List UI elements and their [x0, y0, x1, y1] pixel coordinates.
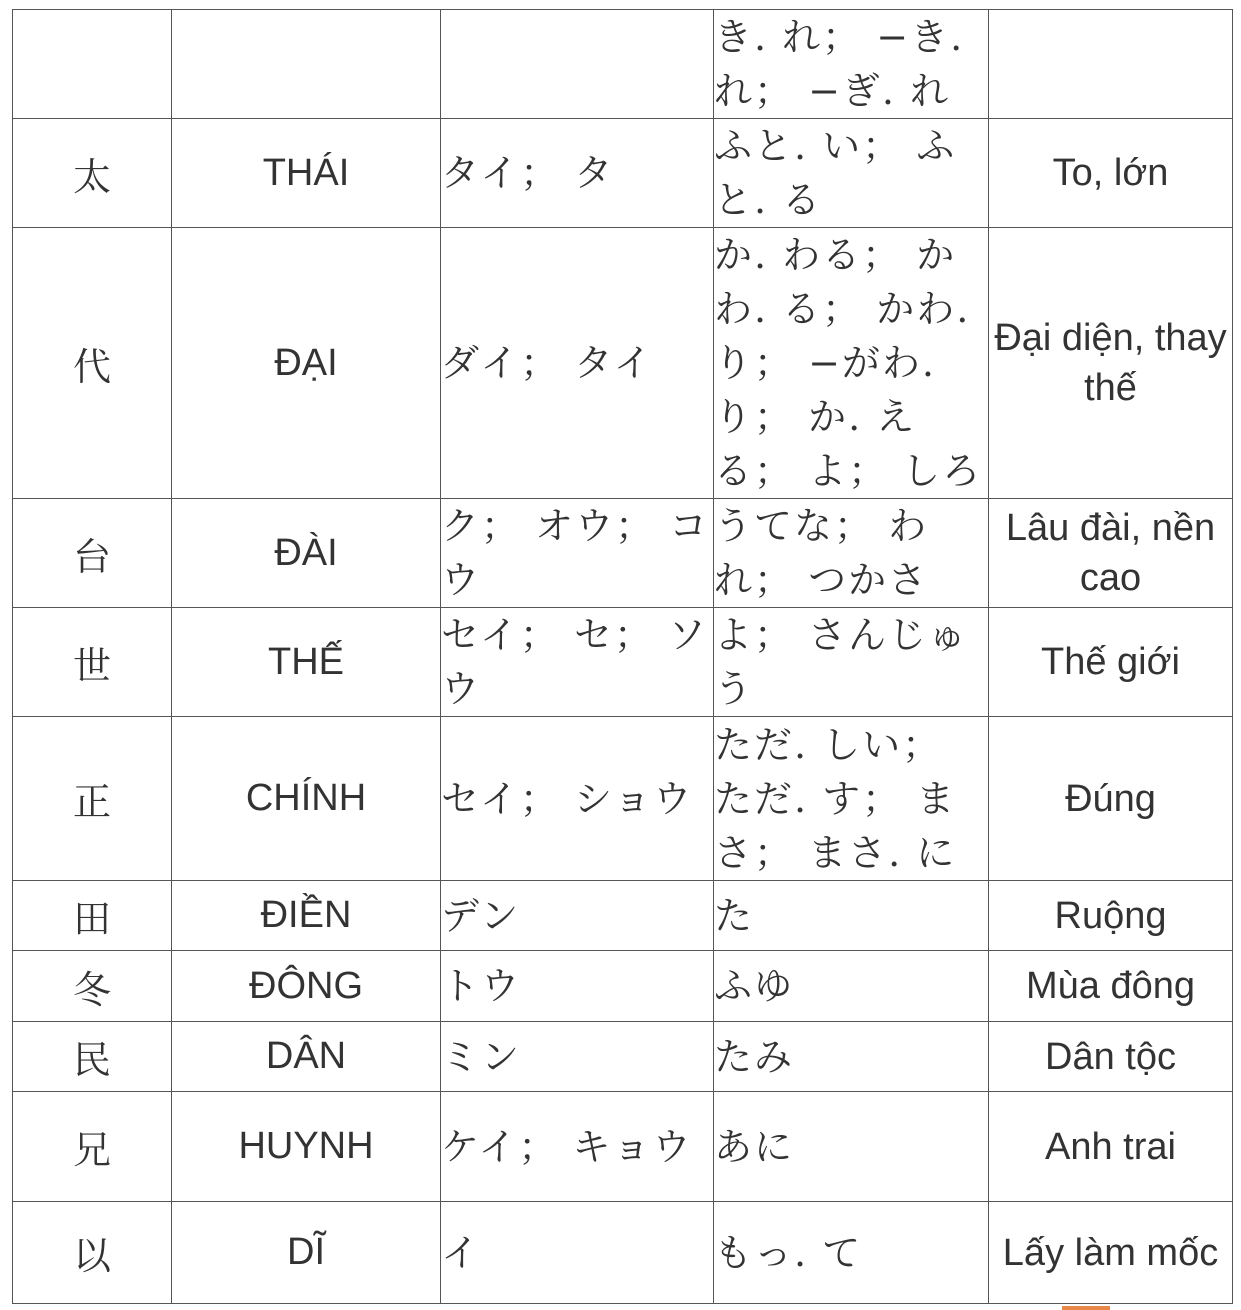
meaning-cell: Ruộng: [989, 881, 1233, 951]
table-row: [13, 1202, 1233, 1304]
hanviet-cell: ĐIỀN: [172, 881, 441, 951]
kanji-cell: 兄: [13, 1092, 172, 1202]
kanji-cell: 台: [13, 499, 172, 608]
meaning-cell: [989, 10, 1233, 119]
kanji-cell: 代: [13, 228, 172, 499]
onyomi-cell: セイ； セ； ソウ: [441, 608, 714, 717]
onyomi-cell: セイ； ショウ: [441, 717, 714, 881]
hanviet-cell: ĐẠI: [172, 228, 441, 499]
onyomi-cell: イ: [441, 1202, 714, 1304]
kunyomi-cell: か. わる； かわ. る； かわ. り； −がわ. り； か. える； よ； しろ: [714, 228, 989, 499]
meaning-cell: Mùa đông: [989, 951, 1233, 1022]
kunyomi-cell: ただ. しい； ただ. す； まさ； まさ. に: [714, 717, 989, 881]
hanviet-cell: ĐÔNG: [172, 951, 441, 1022]
kanji-table: [12, 9, 1233, 1304]
kunyomi-cell: もっ. て: [714, 1202, 989, 1304]
onyomi-cell: ダイ； タイ: [441, 228, 714, 499]
hanviet-cell: HUYNH: [172, 1092, 441, 1202]
kanji-cell: 太: [13, 119, 172, 228]
hanviet-cell: DÂN: [172, 1022, 441, 1092]
kanji-cell: 以: [13, 1202, 172, 1304]
onyomi-cell: ケイ； キョウ: [441, 1092, 714, 1202]
meaning-cell: Lấy làm mốc: [989, 1202, 1233, 1304]
table-row: [13, 228, 1233, 499]
onyomi-cell: [441, 10, 714, 119]
meaning-cell: Đúng: [989, 717, 1233, 881]
table-row: [13, 1022, 1233, 1092]
kanji-cell: 正: [13, 717, 172, 881]
hanviet-cell: THÁI: [172, 119, 441, 228]
meaning-cell: To, lớn: [989, 119, 1233, 228]
table-row: [13, 1092, 1233, 1202]
kunyomi-cell: よ； さんじゅう: [714, 608, 989, 717]
onyomi-cell: ク； オウ； コウ: [441, 499, 714, 608]
table-row: [13, 881, 1233, 951]
kunyomi-cell: た: [714, 881, 989, 951]
kunyomi-cell: ふと. い； ふと. る: [714, 119, 989, 228]
kanji-cell: 民: [13, 1022, 172, 1092]
orange-accent-mark: [1062, 1306, 1110, 1310]
table-row: [13, 951, 1233, 1022]
meaning-cell: Đại diện, thay thế: [989, 228, 1233, 499]
meaning-cell: Anh trai: [989, 1092, 1233, 1202]
meaning-cell: Dân tộc: [989, 1022, 1233, 1092]
kunyomi-cell: き. れ； −き. れ； −ぎ. れ: [714, 10, 989, 119]
meaning-cell: Lâu đài, nền cao: [989, 499, 1233, 608]
onyomi-cell: タイ； タ: [441, 119, 714, 228]
kanji-cell: 田: [13, 881, 172, 951]
hanviet-cell: CHÍNH: [172, 717, 441, 881]
hanviet-cell: ĐÀI: [172, 499, 441, 608]
kunyomi-cell: あに: [714, 1092, 989, 1202]
table-row: [13, 717, 1233, 881]
kanji-cell: 冬: [13, 951, 172, 1022]
kunyomi-cell: たみ: [714, 1022, 989, 1092]
meaning-cell: Thế giới: [989, 608, 1233, 717]
kunyomi-cell: ふゆ: [714, 951, 989, 1022]
hanviet-cell: DĨ: [172, 1202, 441, 1304]
table-row: [13, 608, 1233, 717]
onyomi-cell: トウ: [441, 951, 714, 1022]
kanji-cell: [13, 10, 172, 119]
hanviet-cell: [172, 10, 441, 119]
table-row: [13, 10, 1233, 119]
onyomi-cell: ミン: [441, 1022, 714, 1092]
table-row: [13, 119, 1233, 228]
hanviet-cell: THẾ: [172, 608, 441, 717]
table-row: [13, 499, 1233, 608]
onyomi-cell: デン: [441, 881, 714, 951]
kanji-cell: 世: [13, 608, 172, 717]
kunyomi-cell: うてな； われ； つかさ: [714, 499, 989, 608]
